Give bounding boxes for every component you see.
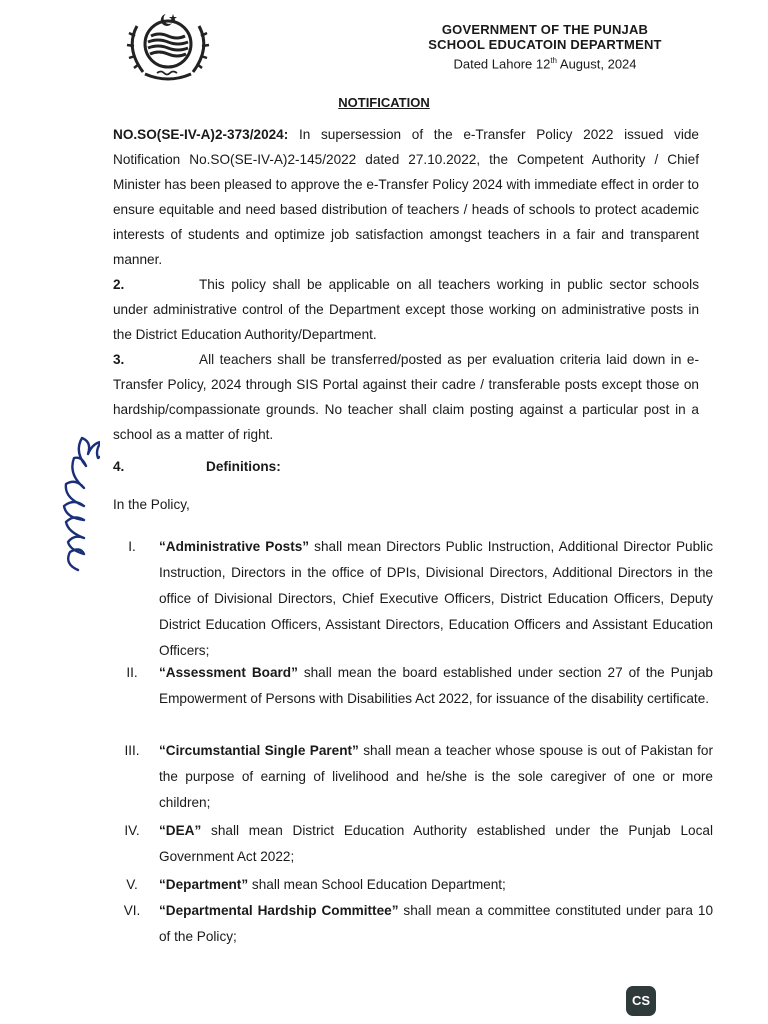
header-government: GOVERNMENT OF THE PUNJAB: [441, 22, 649, 37]
definition-text: [159, 660, 713, 712]
definition-term: “Departmental Hardship Committee”: [159, 903, 399, 918]
paragraph-2-number: 2.: [113, 277, 125, 292]
definition-roman: IV.: [124, 823, 140, 838]
definition-roman: I.: [128, 539, 136, 554]
definitions-heading: [113, 459, 281, 474]
header-department: SCHOOL EDUCATOIN DEPARTMENT: [428, 37, 662, 52]
definition-body: shall mean Directors Public Instruction, Additional Director Public Instruction, Directors in the office of DPIs, Divisional Directors, Additional Directors in the office of Divisional Directors, Chief Executive Officers, District Education Officers, Deputy District Education Officers, Assistant Directors, Education Officers and Assistant Education Officers;: [159, 539, 713, 658]
header-date-prefix: Dated Lahore 12: [453, 56, 551, 72]
definitions-title: Definitions:: [206, 459, 281, 474]
paragraph-1: [113, 122, 699, 272]
definition-body: shall mean the board established under section 27 of the Punjab Empowerment of Persons with Disabilities Act 2022, for issuance of the disability certificate.: [159, 665, 713, 706]
notification-title: NOTIFICATION: [338, 95, 430, 110]
definitions-number: 4.: [113, 459, 125, 474]
definition-term: “Circumstantial Single Parent”: [159, 743, 359, 758]
header-date-suffix: August, 2024: [557, 56, 637, 72]
definitions-intro: In the Policy,: [113, 497, 190, 512]
camscanner-badge: CS: [626, 986, 656, 1016]
definition-roman: V.: [126, 877, 138, 892]
definition-body: shall mean School Education Department;: [248, 877, 506, 892]
header-date: [395, 52, 695, 72]
definition-text: [159, 898, 713, 950]
definition-roman: III.: [124, 743, 140, 758]
paragraph-3: [113, 347, 699, 447]
definition-term: “DEA”: [159, 823, 202, 838]
definition-term: “Administrative Posts”: [159, 539, 310, 554]
definition-text: [159, 534, 713, 664]
definition-term: “Department”: [159, 877, 249, 892]
handwritten-signature: [48, 385, 100, 575]
definition-body: shall mean a committee constituted under para 10 of the Policy;: [159, 903, 714, 944]
definition-text: [159, 738, 713, 816]
notification-reference: NO.SO(SE-IV-A)2-373/2024:: [113, 127, 289, 142]
definition-body: shall mean a teacher whose spouse is out of Pakistan for the purpose of earning of livelihood and he/she is the sole caregiver of one or more children;: [159, 743, 713, 810]
paragraph-3-number: 3.: [113, 352, 125, 367]
document-header: [395, 22, 695, 72]
paragraph-3-text: All teachers shall be transferred/posted as per evaluation criteria laid down in e-Transfer Policy, 2024 through SIS Portal against their cadre / transferable posts except those on hardship/compassionate grounds. No teacher shall claim posting against a particular post in a school as a matter of right.: [113, 352, 699, 442]
header-date-sup: th: [550, 56, 557, 65]
definition-roman: VI.: [123, 903, 141, 918]
definition-text: [159, 818, 713, 870]
paragraph-2-text: This policy shall be applicable on all teachers working in public sector schools under administrative control of the Department except those working on administrative posts in the District Education Authority/Department.: [113, 277, 699, 342]
definition-body: shall mean District Education Authority established under the Punjab Local Government Act 2022;: [159, 823, 713, 864]
definition-term: “Assessment Board”: [159, 665, 298, 680]
paragraph-2: [113, 272, 699, 347]
definition-text: [159, 872, 713, 898]
definition-roman: II.: [126, 665, 138, 680]
punjab-government-emblem: [115, 6, 221, 84]
paragraph-1-text: In supersession of the e-Transfer Policy 2022 issued vide Notification No.SO(SE-IV-A)2-145/2022 dated 27.10.2022, the Competent Authority / Chief Minister has been pleased to approve the e-Transfer Policy 2024 with immediate effect in order to ensure equitable and need based distribution of teachers / heads of schools to protect academic interests of students and optimize job satisfaction amongst teachers in a fair and transparent manner.: [113, 127, 699, 267]
